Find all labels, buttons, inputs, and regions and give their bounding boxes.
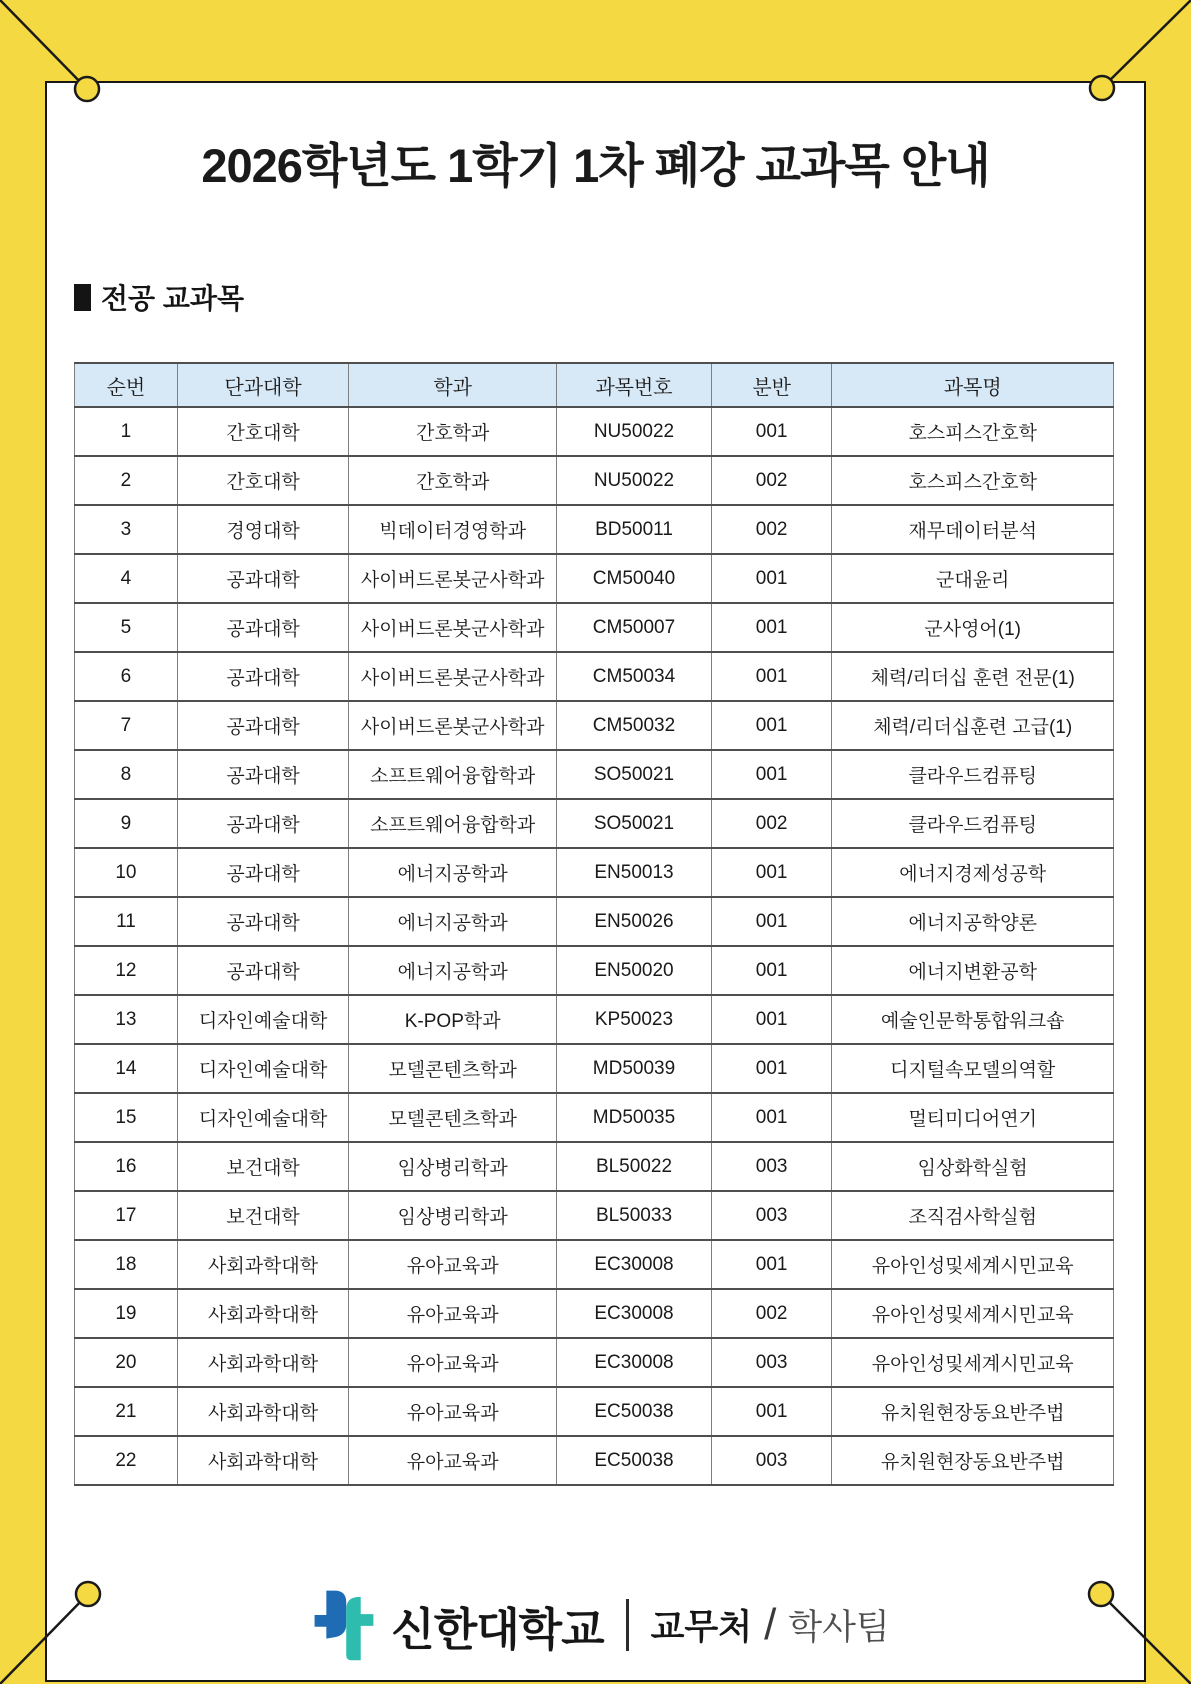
course-table-body xyxy=(75,407,1114,1485)
table-cell: 모델콘텐츠학과 xyxy=(349,1093,557,1142)
table-cell: 임상화학실험 xyxy=(832,1142,1114,1191)
table-cell: 001 xyxy=(711,603,832,652)
table-cell: 공과대학 xyxy=(177,946,348,995)
table-cell: 사회과학대학 xyxy=(177,1289,348,1338)
table-row xyxy=(75,1436,1114,1485)
table-cell: 001 xyxy=(711,1387,832,1436)
table-cell: 소프트웨어융합학과 xyxy=(349,750,557,799)
table-cell: 4 xyxy=(75,554,178,603)
table-row xyxy=(75,1191,1114,1240)
table-cell: 디지털속모델의역할 xyxy=(832,1044,1114,1093)
table-cell: 002 xyxy=(711,456,832,505)
table-cell: 12 xyxy=(75,946,178,995)
table-cell: 빅데이터경영학과 xyxy=(349,505,557,554)
table-cell: BD50011 xyxy=(557,505,712,554)
table-cell: EC50038 xyxy=(557,1387,712,1436)
table-row xyxy=(75,1387,1114,1436)
course-table xyxy=(74,362,1114,1486)
team-name: 학사팀 xyxy=(788,1608,890,1647)
col-header-department: 학과 xyxy=(349,363,557,407)
table-cell: 호스피스간호학 xyxy=(832,456,1114,505)
section-label: 전공 교과목 xyxy=(101,283,245,314)
table-cell: 유치원현장동요반주법 xyxy=(832,1387,1114,1436)
table-row xyxy=(75,1142,1114,1191)
table-row xyxy=(75,1338,1114,1387)
table-cell: 체력/리더십 훈련 전문(1) xyxy=(832,652,1114,701)
table-row xyxy=(75,946,1114,995)
table-cell: 군사영어(1) xyxy=(832,603,1114,652)
table-cell: 21 xyxy=(75,1387,178,1436)
table-cell: 19 xyxy=(75,1289,178,1338)
table-cell: 체력/리더십훈련 고급(1) xyxy=(832,701,1114,750)
table-cell: 11 xyxy=(75,897,178,946)
table-cell: EN50013 xyxy=(557,848,712,897)
table-cell: 유아교육과 xyxy=(349,1289,557,1338)
table-cell: 5 xyxy=(75,603,178,652)
table-cell: 유아인성및세계시민교육 xyxy=(832,1289,1114,1338)
table-cell: 사이버드론봇군사학과 xyxy=(349,603,557,652)
table-cell: EN50026 xyxy=(557,897,712,946)
table-cell: 001 xyxy=(711,652,832,701)
table-cell: 2 xyxy=(75,456,178,505)
table-cell: 에너지공학과 xyxy=(349,897,557,946)
table-row xyxy=(75,407,1114,456)
table-cell: 사회과학대학 xyxy=(177,1338,348,1387)
table-cell: 경영대학 xyxy=(177,505,348,554)
col-header-no: 순번 xyxy=(75,363,178,407)
table-row xyxy=(75,1289,1114,1338)
section-bullet-square-icon xyxy=(74,284,91,311)
table-cell: 001 xyxy=(711,1093,832,1142)
table-cell: 간호대학 xyxy=(177,456,348,505)
table-cell: 유아교육과 xyxy=(349,1436,557,1485)
table-cell: 3 xyxy=(75,505,178,554)
table-cell: 사이버드론봇군사학과 xyxy=(349,701,557,750)
table-cell: EC30008 xyxy=(557,1338,712,1387)
table-cell: 001 xyxy=(711,1044,832,1093)
table-cell: 사회과학대학 xyxy=(177,1240,348,1289)
table-cell: 001 xyxy=(711,946,832,995)
table-cell: 조직검사학실험 xyxy=(832,1191,1114,1240)
department-name: 교무처 xyxy=(650,1608,753,1647)
table-cell: SO50021 xyxy=(557,799,712,848)
table-cell: CM50040 xyxy=(557,554,712,603)
table-row xyxy=(75,1044,1114,1093)
table-cell: 간호대학 xyxy=(177,407,348,456)
table-cell: 공과대학 xyxy=(177,701,348,750)
table-cell: 003 xyxy=(711,1338,832,1387)
table-cell: 6 xyxy=(75,652,178,701)
table-cell: 001 xyxy=(711,554,832,603)
table-cell: 디자인예술대학 xyxy=(177,995,348,1044)
table-header-row xyxy=(75,363,1114,407)
table-cell: 사회과학대학 xyxy=(177,1436,348,1485)
table-cell: NU50022 xyxy=(557,456,712,505)
table-cell: EN50020 xyxy=(557,946,712,995)
table-cell: 003 xyxy=(711,1436,832,1485)
university-logo-icon xyxy=(301,1585,377,1665)
table-cell: 001 xyxy=(711,995,832,1044)
table-cell: 15 xyxy=(75,1093,178,1142)
table-cell: 공과대학 xyxy=(177,897,348,946)
table-cell: EC30008 xyxy=(557,1289,712,1338)
table-cell: 간호학과 xyxy=(349,456,557,505)
table-row xyxy=(75,750,1114,799)
table-cell: KP50023 xyxy=(557,995,712,1044)
table-cell: 22 xyxy=(75,1436,178,1485)
table-cell: 18 xyxy=(75,1240,178,1289)
col-header-course-code: 과목번호 xyxy=(557,363,712,407)
table-row xyxy=(75,1240,1114,1289)
section-heading xyxy=(74,277,244,317)
table-cell: SO50021 xyxy=(557,750,712,799)
table-cell: 1 xyxy=(75,407,178,456)
table-cell: 사이버드론봇군사학과 xyxy=(349,652,557,701)
table-cell: 공과대학 xyxy=(177,848,348,897)
table-cell: 클라우드컴퓨팅 xyxy=(832,750,1114,799)
table-cell: BL50033 xyxy=(557,1191,712,1240)
table-cell: 001 xyxy=(711,1240,832,1289)
table-cell: 디자인예술대학 xyxy=(177,1093,348,1142)
table-cell: 20 xyxy=(75,1338,178,1387)
col-header-class-section: 분반 xyxy=(711,363,832,407)
table-cell: EC50038 xyxy=(557,1436,712,1485)
footer-divider xyxy=(626,1599,629,1651)
table-cell: 001 xyxy=(711,701,832,750)
table-row xyxy=(75,897,1114,946)
table-cell: 에너지변환공학 xyxy=(832,946,1114,995)
table-cell: 유아교육과 xyxy=(349,1240,557,1289)
table-cell: MD50039 xyxy=(557,1044,712,1093)
table-cell: 보건대학 xyxy=(177,1191,348,1240)
table-cell: 002 xyxy=(711,505,832,554)
table-row xyxy=(75,848,1114,897)
table-cell: 공과대학 xyxy=(177,554,348,603)
table-cell: 에너지공학양론 xyxy=(832,897,1114,946)
table-cell: 에너지경제성공학 xyxy=(832,848,1114,897)
table-cell: 공과대학 xyxy=(177,799,348,848)
table-cell: 군대윤리 xyxy=(832,554,1114,603)
table-cell: MD50035 xyxy=(557,1093,712,1142)
table-cell: 소프트웨어융합학과 xyxy=(349,799,557,848)
table-cell: 002 xyxy=(711,799,832,848)
table-row xyxy=(75,554,1114,603)
table-row xyxy=(75,799,1114,848)
pin-string-line xyxy=(1102,0,1191,88)
page-title: 2026학년도 1학기 1차 폐강 교과목 안내 xyxy=(201,139,990,192)
table-cell: 멀티미디어연기 xyxy=(832,1093,1114,1142)
university-name: 신한대학교 xyxy=(391,1603,604,1655)
table-cell: 임상병리학과 xyxy=(349,1191,557,1240)
table-cell: 에너지공학과 xyxy=(349,946,557,995)
table-cell: NU50022 xyxy=(557,407,712,456)
table-cell: 001 xyxy=(711,897,832,946)
table-cell: 유아인성및세계시민교육 xyxy=(832,1338,1114,1387)
course-table-container xyxy=(74,362,1114,1486)
table-cell: 14 xyxy=(75,1044,178,1093)
table-cell: 호스피스간호학 xyxy=(832,407,1114,456)
table-cell: 유아교육과 xyxy=(349,1338,557,1387)
table-cell: 유아인성및세계시민교육 xyxy=(832,1240,1114,1289)
table-cell: CM50034 xyxy=(557,652,712,701)
table-cell: CM50007 xyxy=(557,603,712,652)
table-cell: BL50022 xyxy=(557,1142,712,1191)
table-cell: 유치원현장동요반주법 xyxy=(832,1436,1114,1485)
table-cell: 10 xyxy=(75,848,178,897)
table-cell: EC30008 xyxy=(557,1240,712,1289)
table-cell: 공과대학 xyxy=(177,603,348,652)
table-cell: 001 xyxy=(711,407,832,456)
table-row xyxy=(75,1093,1114,1142)
table-cell: 보건대학 xyxy=(177,1142,348,1191)
table-cell: 13 xyxy=(75,995,178,1044)
table-cell: 003 xyxy=(711,1191,832,1240)
table-cell: 16 xyxy=(75,1142,178,1191)
table-cell: 간호학과 xyxy=(349,407,557,456)
table-row xyxy=(75,652,1114,701)
table-cell: 임상병리학과 xyxy=(349,1142,557,1191)
table-cell: 클라우드컴퓨팅 xyxy=(832,799,1114,848)
col-header-college: 단과대학 xyxy=(177,363,348,407)
table-cell: 001 xyxy=(711,848,832,897)
table-cell: 8 xyxy=(75,750,178,799)
table-row xyxy=(75,456,1114,505)
table-cell: 모델콘텐츠학과 xyxy=(349,1044,557,1093)
table-row xyxy=(75,995,1114,1044)
table-cell: 17 xyxy=(75,1191,178,1240)
table-cell: 사이버드론봇군사학과 xyxy=(349,554,557,603)
table-cell: 재무데이터분석 xyxy=(832,505,1114,554)
table-row xyxy=(75,603,1114,652)
footer xyxy=(47,1583,1144,1667)
table-cell: 사회과학대학 xyxy=(177,1387,348,1436)
table-cell: 공과대학 xyxy=(177,652,348,701)
col-header-course-name: 과목명 xyxy=(832,363,1114,407)
table-cell: 디자인예술대학 xyxy=(177,1044,348,1093)
table-cell: 공과대학 xyxy=(177,750,348,799)
table-cell: 002 xyxy=(711,1289,832,1338)
table-row xyxy=(75,701,1114,750)
pin-string-line xyxy=(0,0,87,89)
table-cell: K-POP학과 xyxy=(349,995,557,1044)
table-cell: 003 xyxy=(711,1142,832,1191)
table-cell: 001 xyxy=(711,750,832,799)
table-cell: 9 xyxy=(75,799,178,848)
table-row xyxy=(75,505,1114,554)
table-cell: CM50032 xyxy=(557,701,712,750)
slash-separator: / xyxy=(764,1600,777,1649)
table-cell: 에너지공학과 xyxy=(349,848,557,897)
poster-paper xyxy=(45,81,1146,1682)
table-cell: 예술인문학통합워크숍 xyxy=(832,995,1114,1044)
table-cell: 유아교육과 xyxy=(349,1387,557,1436)
table-cell: 7 xyxy=(75,701,178,750)
